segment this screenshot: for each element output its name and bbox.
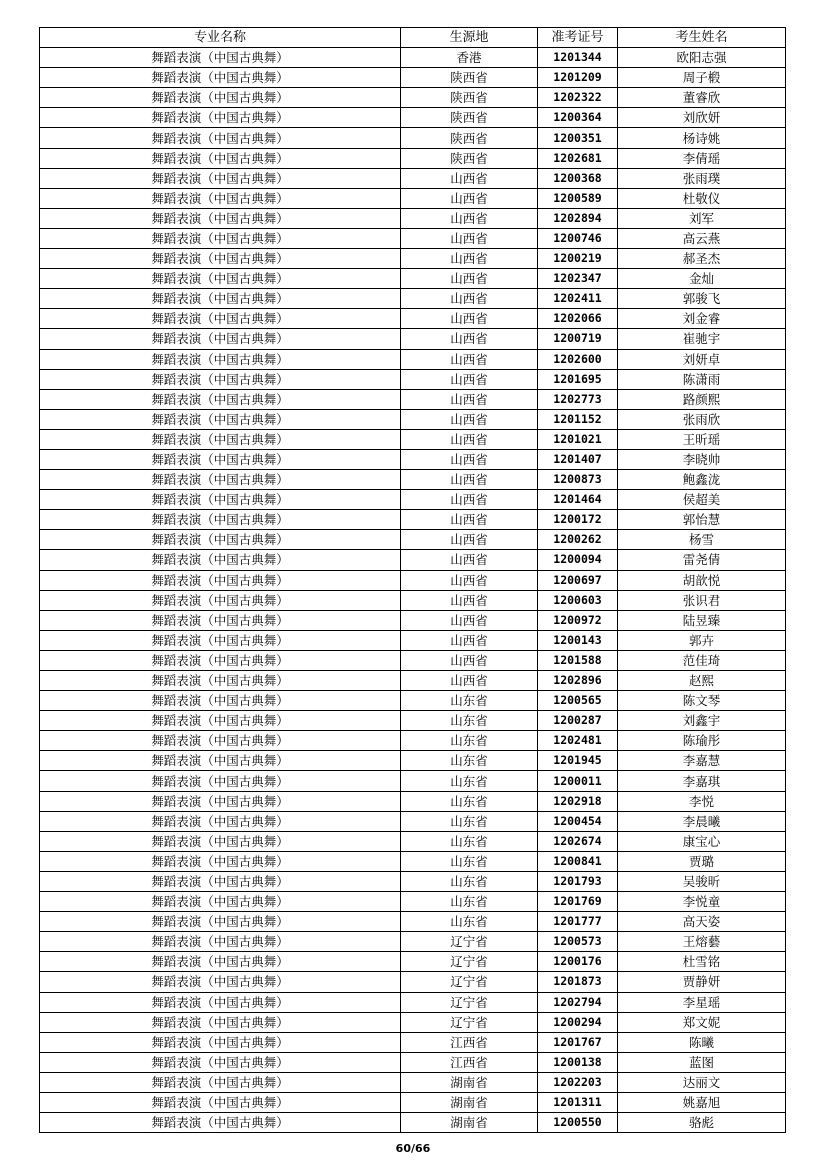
cell-exam-number: 1200094 <box>538 550 618 570</box>
table-header-row <box>40 28 786 48</box>
cell-student-name: 杨诗姚 <box>618 128 786 148</box>
cell-major: 舞蹈表演（中国古典舞） <box>40 630 401 650</box>
table-row <box>40 1072 786 1092</box>
table-row <box>40 871 786 891</box>
cell-major: 舞蹈表演（中国古典舞） <box>40 650 401 670</box>
cell-exam-number: 1200364 <box>538 108 618 128</box>
cell-origin: 山东省 <box>401 771 538 791</box>
cell-origin: 山西省 <box>401 309 538 329</box>
table-row <box>40 1092 786 1112</box>
cell-student-name: 李晨曦 <box>618 811 786 831</box>
cell-major: 舞蹈表演（中国古典舞） <box>40 188 401 208</box>
cell-student-name: 陈瑜彤 <box>618 731 786 751</box>
table-row <box>40 570 786 590</box>
cell-major: 舞蹈表演（中国古典舞） <box>40 429 401 449</box>
cell-origin: 山西省 <box>401 188 538 208</box>
cell-major: 舞蹈表演（中国古典舞） <box>40 932 401 952</box>
table-row <box>40 1052 786 1072</box>
cell-student-name: 张识君 <box>618 590 786 610</box>
cell-exam-number: 1201695 <box>538 369 618 389</box>
cell-exam-number: 1200589 <box>538 188 618 208</box>
cell-major: 舞蹈表演（中国古典舞） <box>40 68 401 88</box>
cell-origin: 山东省 <box>401 711 538 731</box>
table-row <box>40 892 786 912</box>
cell-exam-number: 1200172 <box>538 510 618 530</box>
table-row <box>40 851 786 871</box>
cell-exam-number: 1202896 <box>538 671 618 691</box>
table-row <box>40 409 786 429</box>
cell-student-name: 吴骏昕 <box>618 871 786 891</box>
cell-student-name: 鲍鑫泷 <box>618 470 786 490</box>
cell-origin: 山西省 <box>401 470 538 490</box>
table-row <box>40 470 786 490</box>
cell-origin: 山西省 <box>401 228 538 248</box>
cell-major: 舞蹈表演（中国古典舞） <box>40 570 401 590</box>
cell-origin: 山东省 <box>401 831 538 851</box>
cell-major: 舞蹈表演（中国古典舞） <box>40 289 401 309</box>
table-row <box>40 1032 786 1052</box>
cell-exam-number: 1201767 <box>538 1032 618 1052</box>
cell-exam-number: 1202918 <box>538 791 618 811</box>
table-row <box>40 590 786 610</box>
cell-origin: 辽宁省 <box>401 952 538 972</box>
cell-exam-number: 1200719 <box>538 329 618 349</box>
cell-student-name: 李悦童 <box>618 892 786 912</box>
table-row <box>40 369 786 389</box>
cell-origin: 山西省 <box>401 671 538 691</box>
table-row <box>40 389 786 409</box>
table-row <box>40 751 786 771</box>
cell-exam-number: 1201945 <box>538 751 618 771</box>
cell-origin: 山西省 <box>401 449 538 469</box>
cell-major: 舞蹈表演（中国古典舞） <box>40 892 401 912</box>
cell-exam-number: 1202894 <box>538 208 618 228</box>
table-row <box>40 228 786 248</box>
cell-exam-number: 1200219 <box>538 249 618 269</box>
cell-student-name: 贾璐 <box>618 851 786 871</box>
cell-origin: 山东省 <box>401 791 538 811</box>
cell-origin: 江西省 <box>401 1052 538 1072</box>
cell-origin: 湖南省 <box>401 1092 538 1112</box>
cell-student-name: 郭怡慧 <box>618 510 786 530</box>
cell-exam-number: 1202322 <box>538 88 618 108</box>
header-major: 专业名称 <box>40 28 401 48</box>
cell-origin: 山西省 <box>401 570 538 590</box>
cell-origin: 山东省 <box>401 811 538 831</box>
cell-major: 舞蹈表演（中国古典舞） <box>40 851 401 871</box>
cell-student-name: 陈潇雨 <box>618 369 786 389</box>
table-row <box>40 168 786 188</box>
table-row <box>40 269 786 289</box>
cell-origin: 山西省 <box>401 369 538 389</box>
cell-exam-number: 1200368 <box>538 168 618 188</box>
table-row <box>40 831 786 851</box>
cell-student-name: 陈曦 <box>618 1032 786 1052</box>
table-row <box>40 972 786 992</box>
cell-major: 舞蹈表演（中国古典舞） <box>40 912 401 932</box>
cell-student-name: 张雨璞 <box>618 168 786 188</box>
cell-origin: 山西省 <box>401 510 538 530</box>
cell-major: 舞蹈表演（中国古典舞） <box>40 449 401 469</box>
cell-origin: 山西省 <box>401 590 538 610</box>
cell-exam-number: 1201464 <box>538 490 618 510</box>
cell-student-name: 刘妍卓 <box>618 349 786 369</box>
cell-student-name: 杜雪铭 <box>618 952 786 972</box>
cell-origin: 山西省 <box>401 269 538 289</box>
cell-major: 舞蹈表演（中国古典舞） <box>40 550 401 570</box>
cell-origin: 山东省 <box>401 731 538 751</box>
cell-major: 舞蹈表演（中国古典舞） <box>40 590 401 610</box>
cell-student-name: 范佳琦 <box>618 650 786 670</box>
cell-major: 舞蹈表演（中国古典舞） <box>40 470 401 490</box>
cell-student-name: 李星瑶 <box>618 992 786 1012</box>
cell-origin: 山西省 <box>401 650 538 670</box>
cell-exam-number: 1200573 <box>538 932 618 952</box>
cell-exam-number: 1201777 <box>538 912 618 932</box>
cell-exam-number: 1200550 <box>538 1113 618 1133</box>
cell-major: 舞蹈表演（中国古典舞） <box>40 369 401 389</box>
cell-origin: 山西省 <box>401 490 538 510</box>
cell-major: 舞蹈表演（中国古典舞） <box>40 490 401 510</box>
cell-major: 舞蹈表演（中国古典舞） <box>40 831 401 851</box>
cell-major: 舞蹈表演（中国古典舞） <box>40 1052 401 1072</box>
table-row <box>40 932 786 952</box>
cell-major: 舞蹈表演（中国古典舞） <box>40 751 401 771</box>
page-number: 60/66 <box>395 1142 431 1155</box>
cell-student-name: 侯超美 <box>618 490 786 510</box>
cell-origin: 陕西省 <box>401 108 538 128</box>
cell-exam-number: 1200011 <box>538 771 618 791</box>
table-row <box>40 530 786 550</box>
cell-exam-number: 1202203 <box>538 1072 618 1092</box>
cell-origin: 山东省 <box>401 851 538 871</box>
cell-major: 舞蹈表演（中国古典舞） <box>40 128 401 148</box>
table-row <box>40 68 786 88</box>
table-row <box>40 771 786 791</box>
cell-major: 舞蹈表演（中国古典舞） <box>40 309 401 329</box>
table-row <box>40 550 786 570</box>
cell-origin: 陕西省 <box>401 88 538 108</box>
cell-origin: 山西省 <box>401 409 538 429</box>
cell-origin: 陕西省 <box>401 148 538 168</box>
cell-major: 舞蹈表演（中国古典舞） <box>40 610 401 630</box>
table-row <box>40 1113 786 1133</box>
cell-student-name: 胡歆悦 <box>618 570 786 590</box>
table-row <box>40 490 786 510</box>
cell-student-name: 郭卉 <box>618 630 786 650</box>
table-row <box>40 429 786 449</box>
cell-origin: 山西省 <box>401 550 538 570</box>
table-row <box>40 691 786 711</box>
table-row <box>40 1012 786 1032</box>
cell-major: 舞蹈表演（中国古典舞） <box>40 208 401 228</box>
cell-origin: 山东省 <box>401 871 538 891</box>
cell-student-name: 周子椴 <box>618 68 786 88</box>
cell-student-name: 姚嘉旭 <box>618 1092 786 1112</box>
cell-origin: 江西省 <box>401 1032 538 1052</box>
cell-student-name: 李嘉慧 <box>618 751 786 771</box>
cell-origin: 山西省 <box>401 389 538 409</box>
cell-student-name: 李悦 <box>618 791 786 811</box>
table-row <box>40 811 786 831</box>
cell-major: 舞蹈表演（中国古典舞） <box>40 731 401 751</box>
cell-major: 舞蹈表演（中国古典舞） <box>40 329 401 349</box>
cell-exam-number: 1201873 <box>538 972 618 992</box>
cell-exam-number: 1202347 <box>538 269 618 289</box>
cell-student-name: 刘军 <box>618 208 786 228</box>
cell-origin: 陕西省 <box>401 68 538 88</box>
cell-student-name: 刘鑫宇 <box>618 711 786 731</box>
cell-student-name: 贾静妍 <box>618 972 786 992</box>
cell-student-name: 欧阳志强 <box>618 48 786 68</box>
cell-exam-number: 1201769 <box>538 892 618 912</box>
cell-exam-number: 1200351 <box>538 128 618 148</box>
table-row <box>40 510 786 530</box>
cell-exam-number: 1200287 <box>538 711 618 731</box>
cell-major: 舞蹈表演（中国古典舞） <box>40 228 401 248</box>
cell-exam-number: 1201311 <box>538 1092 618 1112</box>
cell-student-name: 高天姿 <box>618 912 786 932</box>
table-row <box>40 148 786 168</box>
cell-major: 舞蹈表演（中国古典舞） <box>40 671 401 691</box>
cell-origin: 辽宁省 <box>401 992 538 1012</box>
cell-exam-number: 1202066 <box>538 309 618 329</box>
cell-origin: 辽宁省 <box>401 932 538 952</box>
cell-major: 舞蹈表演（中国古典舞） <box>40 1032 401 1052</box>
cell-origin: 山东省 <box>401 892 538 912</box>
table-row <box>40 208 786 228</box>
table-row <box>40 309 786 329</box>
cell-major: 舞蹈表演（中国古典舞） <box>40 409 401 429</box>
cell-origin: 山西省 <box>401 168 538 188</box>
table-row <box>40 650 786 670</box>
cell-student-name: 路颜熙 <box>618 389 786 409</box>
cell-major: 舞蹈表演（中国古典舞） <box>40 771 401 791</box>
cell-exam-number: 1200603 <box>538 590 618 610</box>
cell-origin: 辽宁省 <box>401 972 538 992</box>
cell-major: 舞蹈表演（中国古典舞） <box>40 88 401 108</box>
cell-major: 舞蹈表演（中国古典舞） <box>40 389 401 409</box>
cell-student-name: 陈文琴 <box>618 691 786 711</box>
cell-student-name: 蓝图 <box>618 1052 786 1072</box>
table-row <box>40 610 786 630</box>
cell-origin: 湖南省 <box>401 1072 538 1092</box>
table-row <box>40 108 786 128</box>
cell-student-name: 李倩瑶 <box>618 148 786 168</box>
table-row <box>40 349 786 369</box>
cell-student-name: 赵熙 <box>618 671 786 691</box>
cell-exam-number: 1200697 <box>538 570 618 590</box>
table-row <box>40 329 786 349</box>
cell-origin: 山东省 <box>401 751 538 771</box>
table-row <box>40 912 786 932</box>
cell-origin: 山西省 <box>401 329 538 349</box>
cell-origin: 山西省 <box>401 249 538 269</box>
table-row <box>40 289 786 309</box>
cell-major: 舞蹈表演（中国古典舞） <box>40 1072 401 1092</box>
cell-major: 舞蹈表演（中国古典舞） <box>40 952 401 972</box>
cell-origin: 山东省 <box>401 912 538 932</box>
cell-student-name: 刘欣妍 <box>618 108 786 128</box>
cell-exam-number: 1200143 <box>538 630 618 650</box>
table-row <box>40 48 786 68</box>
cell-exam-number: 1200972 <box>538 610 618 630</box>
cell-exam-number: 1202600 <box>538 349 618 369</box>
cell-origin: 香港 <box>401 48 538 68</box>
cell-exam-number: 1201407 <box>538 449 618 469</box>
cell-major: 舞蹈表演（中国古典舞） <box>40 871 401 891</box>
cell-origin: 辽宁省 <box>401 1012 538 1032</box>
cell-exam-number: 1201793 <box>538 871 618 891</box>
cell-student-name: 雷尧倩 <box>618 550 786 570</box>
cell-student-name: 金灿 <box>618 269 786 289</box>
cell-exam-number: 1200176 <box>538 952 618 972</box>
cell-major: 舞蹈表演（中国古典舞） <box>40 269 401 289</box>
cell-exam-number: 1202794 <box>538 992 618 1012</box>
table-row <box>40 952 786 972</box>
cell-student-name: 郑文妮 <box>618 1012 786 1032</box>
cell-student-name: 张雨欣 <box>618 409 786 429</box>
header-exam-number: 准考证号 <box>538 28 618 48</box>
cell-major: 舞蹈表演（中国古典舞） <box>40 972 401 992</box>
cell-major: 舞蹈表演（中国古典舞） <box>40 168 401 188</box>
cell-origin: 山西省 <box>401 208 538 228</box>
cell-origin: 山东省 <box>401 691 538 711</box>
cell-major: 舞蹈表演（中国古典舞） <box>40 992 401 1012</box>
cell-major: 舞蹈表演（中国古典舞） <box>40 791 401 811</box>
cell-exam-number: 1201152 <box>538 409 618 429</box>
cell-major: 舞蹈表演（中国古典舞） <box>40 510 401 530</box>
cell-origin: 山西省 <box>401 530 538 550</box>
table-row <box>40 992 786 1012</box>
cell-student-name: 王昕瑶 <box>618 429 786 449</box>
table-row <box>40 128 786 148</box>
cell-exam-number: 1202773 <box>538 389 618 409</box>
cell-major: 舞蹈表演（中国古典舞） <box>40 711 401 731</box>
cell-major: 舞蹈表演（中国古典舞） <box>40 349 401 369</box>
cell-exam-number: 1201344 <box>538 48 618 68</box>
cell-exam-number: 1200565 <box>538 691 618 711</box>
cell-major: 舞蹈表演（中国古典舞） <box>40 148 401 168</box>
cell-exam-number: 1200454 <box>538 811 618 831</box>
cell-origin: 山西省 <box>401 630 538 650</box>
cell-exam-number: 1201209 <box>538 68 618 88</box>
cell-student-name: 王熔藝 <box>618 932 786 952</box>
cell-exam-number: 1200746 <box>538 228 618 248</box>
cell-student-name: 郭骏飞 <box>618 289 786 309</box>
cell-exam-number: 1200841 <box>538 851 618 871</box>
cell-exam-number: 1200873 <box>538 470 618 490</box>
results-table-container <box>39 27 785 1133</box>
cell-major: 舞蹈表演（中国古典舞） <box>40 811 401 831</box>
cell-student-name: 骆彪 <box>618 1113 786 1133</box>
cell-student-name: 达丽文 <box>618 1072 786 1092</box>
cell-student-name: 李晓帅 <box>618 449 786 469</box>
cell-exam-number: 1202411 <box>538 289 618 309</box>
cell-exam-number: 1202674 <box>538 831 618 851</box>
cell-exam-number: 1200294 <box>538 1012 618 1032</box>
cell-major: 舞蹈表演（中国古典舞） <box>40 1113 401 1133</box>
cell-origin: 陕西省 <box>401 128 538 148</box>
cell-major: 舞蹈表演（中国古典舞） <box>40 691 401 711</box>
cell-major: 舞蹈表演（中国古典舞） <box>40 108 401 128</box>
cell-origin: 山西省 <box>401 349 538 369</box>
cell-exam-number: 1201021 <box>538 429 618 449</box>
table-row <box>40 791 786 811</box>
cell-student-name: 陆昱臻 <box>618 610 786 630</box>
cell-exam-number: 1200262 <box>538 530 618 550</box>
table-row <box>40 630 786 650</box>
cell-origin: 湖南省 <box>401 1113 538 1133</box>
cell-student-name: 高云燕 <box>618 228 786 248</box>
cell-student-name: 崔驰宇 <box>618 329 786 349</box>
cell-origin: 山西省 <box>401 610 538 630</box>
table-row <box>40 711 786 731</box>
table-row <box>40 88 786 108</box>
table-row <box>40 188 786 208</box>
cell-major: 舞蹈表演（中国古典舞） <box>40 1092 401 1112</box>
cell-origin: 山西省 <box>401 289 538 309</box>
cell-major: 舞蹈表演（中国古典舞） <box>40 48 401 68</box>
cell-student-name: 刘金睿 <box>618 309 786 329</box>
cell-exam-number: 1200138 <box>538 1052 618 1072</box>
header-origin: 生源地 <box>401 28 538 48</box>
cell-student-name: 杜敬仪 <box>618 188 786 208</box>
table-row <box>40 671 786 691</box>
cell-exam-number: 1202681 <box>538 148 618 168</box>
cell-major: 舞蹈表演（中国古典舞） <box>40 249 401 269</box>
cell-exam-number: 1201588 <box>538 650 618 670</box>
cell-major: 舞蹈表演（中国古典舞） <box>40 1012 401 1032</box>
results-table <box>39 27 786 1133</box>
cell-student-name: 杨雪 <box>618 530 786 550</box>
cell-major: 舞蹈表演（中国古典舞） <box>40 530 401 550</box>
cell-exam-number: 1202481 <box>538 731 618 751</box>
cell-student-name: 李嘉琪 <box>618 771 786 791</box>
cell-origin: 山西省 <box>401 429 538 449</box>
cell-student-name: 董睿欣 <box>618 88 786 108</box>
table-row <box>40 449 786 469</box>
cell-student-name: 郝圣杰 <box>618 249 786 269</box>
header-student-name: 考生姓名 <box>618 28 786 48</box>
cell-student-name: 康宝心 <box>618 831 786 851</box>
table-row <box>40 249 786 269</box>
table-row <box>40 731 786 751</box>
